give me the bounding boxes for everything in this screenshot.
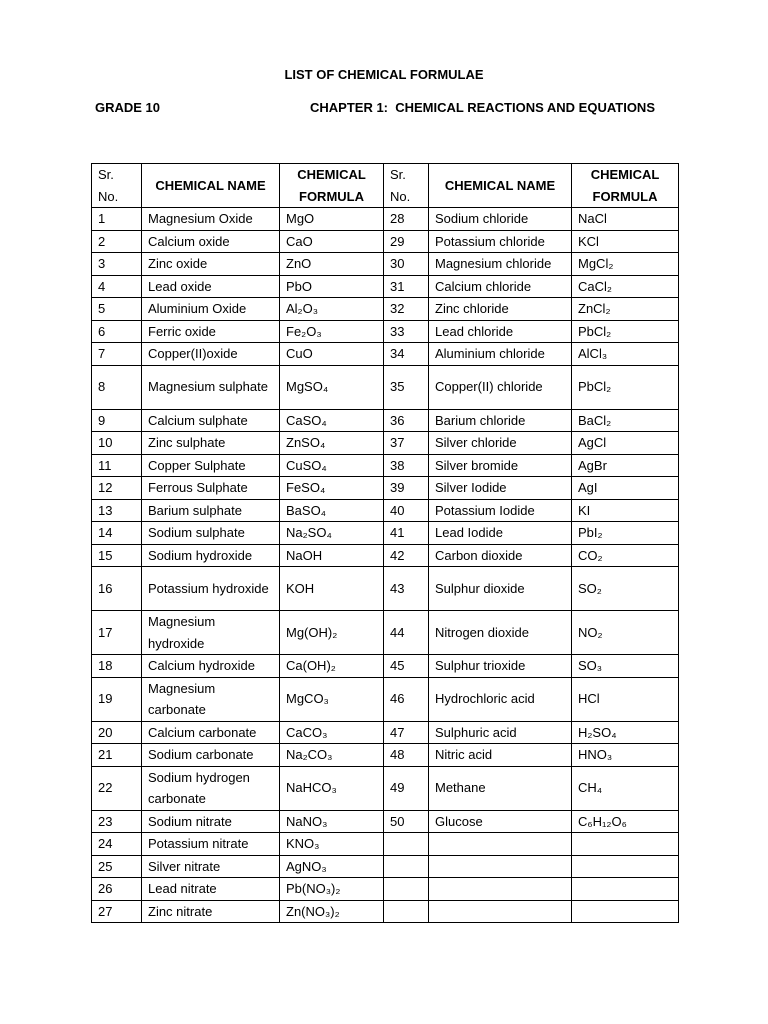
- sr-no-cell: 10: [92, 432, 142, 455]
- chemical-name-cell: Silver bromide: [429, 454, 572, 477]
- chemical-name-cell: Nitric acid: [429, 744, 572, 767]
- chemical-formula-cell: AgI: [572, 477, 679, 500]
- chemical-name-cell: [429, 878, 572, 901]
- table-row: [92, 454, 679, 477]
- sr-no-cell: 8: [92, 365, 142, 409]
- chemical-formula-cell: ZnO: [280, 253, 384, 276]
- chemical-formula-cell: NO₂: [572, 611, 679, 655]
- chemical-formula-cell: MgCl₂: [572, 253, 679, 276]
- sr-no-cell: 25: [92, 855, 142, 878]
- chemical-formula-cell: AlCl₃: [572, 343, 679, 366]
- table-row: [92, 365, 679, 409]
- chemical-name-cell: [429, 900, 572, 923]
- chemical-name-cell: Lead chloride: [429, 320, 572, 343]
- chemical-name-cell: Magnesium Oxide: [142, 208, 280, 231]
- chemical-formula-cell: Mg(OH)₂: [280, 611, 384, 655]
- table-row: [92, 253, 679, 276]
- chemical-formula-cell: H₂SO₄: [572, 721, 679, 744]
- chemical-formula-cell: NaNO₃: [280, 810, 384, 833]
- table-row: [92, 544, 679, 567]
- chemical-formula-cell: Ca(OH)₂: [280, 655, 384, 678]
- table-row: [92, 833, 679, 856]
- chemical-formula-cell: SO₂: [572, 567, 679, 611]
- chemical-formula-cell: CaCO₃: [280, 721, 384, 744]
- sr-no-cell: 1: [92, 208, 142, 231]
- table-row: [92, 810, 679, 833]
- chemical-formula-cell: ZnSO₄: [280, 432, 384, 455]
- sr-no-cell: 41: [384, 522, 429, 545]
- chemical-name-cell: Zinc nitrate: [142, 900, 280, 923]
- chemical-formula-cell: CaO: [280, 230, 384, 253]
- chemical-name-cell: Carbon dioxide: [429, 544, 572, 567]
- chemical-name-cell: Copper(II)oxide: [142, 343, 280, 366]
- chemical-formula-cell: MgCO₃: [280, 677, 384, 721]
- sr-no-cell: 50: [384, 810, 429, 833]
- sr-no-cell: 26: [92, 878, 142, 901]
- chemical-formula-cell: PbCl₂: [572, 365, 679, 409]
- header-sr-no: Sr. No.: [92, 164, 142, 208]
- header-chemical-name: CHEMICAL NAME: [429, 164, 572, 208]
- chemical-name-cell: Calcium carbonate: [142, 721, 280, 744]
- sr-no-cell: 38: [384, 454, 429, 477]
- sr-no-cell: 18: [92, 655, 142, 678]
- chemical-name-cell: Zinc chloride: [429, 298, 572, 321]
- chemical-name-cell: Aluminium Oxide: [142, 298, 280, 321]
- sr-no-cell: 49: [384, 766, 429, 810]
- chemical-name-cell: Sodium hydrogen carbonate: [142, 766, 280, 810]
- sr-no-cell: 23: [92, 810, 142, 833]
- chemical-name-cell: Barium sulphate: [142, 499, 280, 522]
- chemical-name-cell: Sulphur dioxide: [429, 567, 572, 611]
- chemical-formula-cell: HNO₃: [572, 744, 679, 767]
- chemical-name-cell: Zinc sulphate: [142, 432, 280, 455]
- table-row: [92, 275, 679, 298]
- chemical-formula-cell: ZnCl₂: [572, 298, 679, 321]
- sr-no-cell: 35: [384, 365, 429, 409]
- chemical-formula-cell: Na₂SO₄: [280, 522, 384, 545]
- sr-no-cell: 16: [92, 567, 142, 611]
- sr-no-cell: 24: [92, 833, 142, 856]
- table-row: [92, 343, 679, 366]
- chemical-name-cell: Copper(II) chloride: [429, 365, 572, 409]
- sr-no-cell: 44: [384, 611, 429, 655]
- sr-no-cell: 19: [92, 677, 142, 721]
- chemical-formula-cell: Al₂O₃: [280, 298, 384, 321]
- sr-no-cell: 5: [92, 298, 142, 321]
- table-row: [92, 766, 679, 810]
- sr-no-cell: 39: [384, 477, 429, 500]
- chemical-name-cell: Silver nitrate: [142, 855, 280, 878]
- sr-no-cell: 45: [384, 655, 429, 678]
- sr-no-cell: 28: [384, 208, 429, 231]
- chemical-formula-cell: KNO₃: [280, 833, 384, 856]
- sr-no-cell: 43: [384, 567, 429, 611]
- chemical-name-cell: Glucose: [429, 810, 572, 833]
- chemical-name-cell: Potassium nitrate: [142, 833, 280, 856]
- chemical-name-cell: Potassium hydroxide: [142, 567, 280, 611]
- chemical-formula-cell: Pb(NO₃)₂: [280, 878, 384, 901]
- chemical-formula-cell: SO₃: [572, 655, 679, 678]
- chemical-name-cell: Lead oxide: [142, 275, 280, 298]
- header-chemical-formula: CHEMICAL FORMULA: [572, 164, 679, 208]
- table-row: [92, 677, 679, 721]
- sr-no-cell: 20: [92, 721, 142, 744]
- table-row: [92, 855, 679, 878]
- chemical-formula-cell: Fe₂O₃: [280, 320, 384, 343]
- sr-no-cell: 48: [384, 744, 429, 767]
- chemical-name-cell: Magnesium sulphate: [142, 365, 280, 409]
- table-header-row: [92, 164, 679, 208]
- chemical-name-cell: Potassium Iodide: [429, 499, 572, 522]
- header-sr-no: Sr. No.: [384, 164, 429, 208]
- chemical-name-cell: Hydrochloric acid: [429, 677, 572, 721]
- table-row: [92, 477, 679, 500]
- chemical-formula-cell: Zn(NO₃)₂: [280, 900, 384, 923]
- sr-no-cell: 32: [384, 298, 429, 321]
- sr-no-cell: 47: [384, 721, 429, 744]
- chemical-name-cell: Sodium hydroxide: [142, 544, 280, 567]
- table-row: [92, 208, 679, 231]
- chemical-name-cell: Sodium chloride: [429, 208, 572, 231]
- sr-no-cell: 46: [384, 677, 429, 721]
- sr-no-cell: 12: [92, 477, 142, 500]
- chemical-formula-cell: AgBr: [572, 454, 679, 477]
- table-row: [92, 230, 679, 253]
- sr-no-cell: 21: [92, 744, 142, 767]
- table-row: [92, 499, 679, 522]
- chemical-name-cell: Sulphuric acid: [429, 721, 572, 744]
- table-row: [92, 721, 679, 744]
- chemical-name-cell: Magnesium chloride: [429, 253, 572, 276]
- table-row: [92, 655, 679, 678]
- chemical-name-cell: Barium chloride: [429, 409, 572, 432]
- chemical-formula-cell: CaCl₂: [572, 275, 679, 298]
- chemical-formula-cell: CaSO₄: [280, 409, 384, 432]
- sr-no-cell: 14: [92, 522, 142, 545]
- header-chemical-formula: CHEMICAL FORMULA: [280, 164, 384, 208]
- chemical-name-cell: Silver Iodide: [429, 477, 572, 500]
- sr-no-cell: 30: [384, 253, 429, 276]
- table-row: [92, 900, 679, 923]
- sr-no-cell: 22: [92, 766, 142, 810]
- sr-no-cell: 3: [92, 253, 142, 276]
- header-chemical-name: CHEMICAL NAME: [142, 164, 280, 208]
- chemical-name-cell: Lead nitrate: [142, 878, 280, 901]
- table-row: [92, 320, 679, 343]
- chemical-name-cell: Magnesium hydroxide: [142, 611, 280, 655]
- chemical-name-cell: Lead Iodide: [429, 522, 572, 545]
- chemical-name-cell: Methane: [429, 766, 572, 810]
- sr-no-cell: 29: [384, 230, 429, 253]
- table-row: [92, 744, 679, 767]
- chemical-name-cell: Ferrous Sulphate: [142, 477, 280, 500]
- chemical-formula-cell: FeSO₄: [280, 477, 384, 500]
- chemical-name-cell: Silver chloride: [429, 432, 572, 455]
- sr-no-cell: 4: [92, 275, 142, 298]
- chemical-formula-cell: [572, 878, 679, 901]
- sr-no-cell: 34: [384, 343, 429, 366]
- sr-no-cell: 13: [92, 499, 142, 522]
- chemical-formula-cell: NaOH: [280, 544, 384, 567]
- table-row: [92, 522, 679, 545]
- table-row: [92, 611, 679, 655]
- chemical-name-cell: Calcium oxide: [142, 230, 280, 253]
- sr-no-cell: 33: [384, 320, 429, 343]
- chemical-formula-cell: KI: [572, 499, 679, 522]
- chemical-formula-cell: CuSO₄: [280, 454, 384, 477]
- chemical-name-cell: Potassium chloride: [429, 230, 572, 253]
- chemical-formula-cell: [572, 833, 679, 856]
- chemical-formula-cell: AgCl: [572, 432, 679, 455]
- chemical-name-cell: Aluminium chloride: [429, 343, 572, 366]
- chemical-formula-cell: NaHCO₃: [280, 766, 384, 810]
- chemical-formula-cell: C₆H₁₂O₆: [572, 810, 679, 833]
- chemical-formula-cell: PbI₂: [572, 522, 679, 545]
- chemical-name-cell: Calcium sulphate: [142, 409, 280, 432]
- chemical-formula-cell: AgNO₃: [280, 855, 384, 878]
- chemical-name-cell: Sodium sulphate: [142, 522, 280, 545]
- sr-no-cell: 40: [384, 499, 429, 522]
- sr-no-cell: 6: [92, 320, 142, 343]
- chemical-name-cell: Magnesium carbonate: [142, 677, 280, 721]
- sr-no-cell: 9: [92, 409, 142, 432]
- table-row: [92, 409, 679, 432]
- chemical-formula-cell: PbO: [280, 275, 384, 298]
- chemical-formula-cell: NaCl: [572, 208, 679, 231]
- table-row: [92, 878, 679, 901]
- chemical-formula-cell: HCl: [572, 677, 679, 721]
- chemical-formula-cell: CO₂: [572, 544, 679, 567]
- chemical-name-cell: Calcium chloride: [429, 275, 572, 298]
- chapter-label: CHAPTER 1: CHEMICAL REACTIONS AND EQUATIONS: [310, 100, 655, 115]
- sr-no-cell: 27: [92, 900, 142, 923]
- chemical-formula-cell: KCl: [572, 230, 679, 253]
- chemical-formula-cell: MgSO₄: [280, 365, 384, 409]
- chemical-name-cell: [429, 855, 572, 878]
- chemical-name-cell: Sodium nitrate: [142, 810, 280, 833]
- formula-table: [91, 163, 679, 923]
- chemical-formula-cell: BaSO₄: [280, 499, 384, 522]
- chemical-formula-cell: Na₂CO₃: [280, 744, 384, 767]
- chemical-name-cell: Copper Sulphate: [142, 454, 280, 477]
- chemical-name-cell: Nitrogen dioxide: [429, 611, 572, 655]
- sr-no-cell: 15: [92, 544, 142, 567]
- table-row: [92, 298, 679, 321]
- table-row: [92, 432, 679, 455]
- chemical-formula-cell: KOH: [280, 567, 384, 611]
- table-row: [92, 567, 679, 611]
- sr-no-cell: 7: [92, 343, 142, 366]
- chemical-name-cell: [429, 833, 572, 856]
- sr-no-cell: 17: [92, 611, 142, 655]
- chemical-name-cell: Sulphur trioxide: [429, 655, 572, 678]
- chemical-name-cell: Zinc oxide: [142, 253, 280, 276]
- sr-no-cell: 31: [384, 275, 429, 298]
- grade-label: GRADE 10: [95, 100, 161, 115]
- sr-no-cell: [384, 855, 429, 878]
- chemical-name-cell: Calcium hydroxide: [142, 655, 280, 678]
- sr-no-cell: 37: [384, 432, 429, 455]
- chemical-name-cell: Sodium carbonate: [142, 744, 280, 767]
- sr-no-cell: [384, 878, 429, 901]
- chemical-formula-cell: MgO: [280, 208, 384, 231]
- sr-no-cell: 42: [384, 544, 429, 567]
- sr-no-cell: [384, 900, 429, 923]
- chemical-formula-cell: BaCl₂: [572, 409, 679, 432]
- chemical-formula-cell: [572, 855, 679, 878]
- sr-no-cell: 36: [384, 409, 429, 432]
- sr-no-cell: 11: [92, 454, 142, 477]
- chemical-formula-cell: CuO: [280, 343, 384, 366]
- document-title: LIST OF CHEMICAL FORMULAE: [284, 67, 484, 82]
- sr-no-cell: [384, 833, 429, 856]
- sr-no-cell: 2: [92, 230, 142, 253]
- chemical-name-cell: Ferric oxide: [142, 320, 280, 343]
- chemical-formula-cell: CH₄: [572, 766, 679, 810]
- chemical-formula-cell: [572, 900, 679, 923]
- chemical-formula-cell: PbCl₂: [572, 320, 679, 343]
